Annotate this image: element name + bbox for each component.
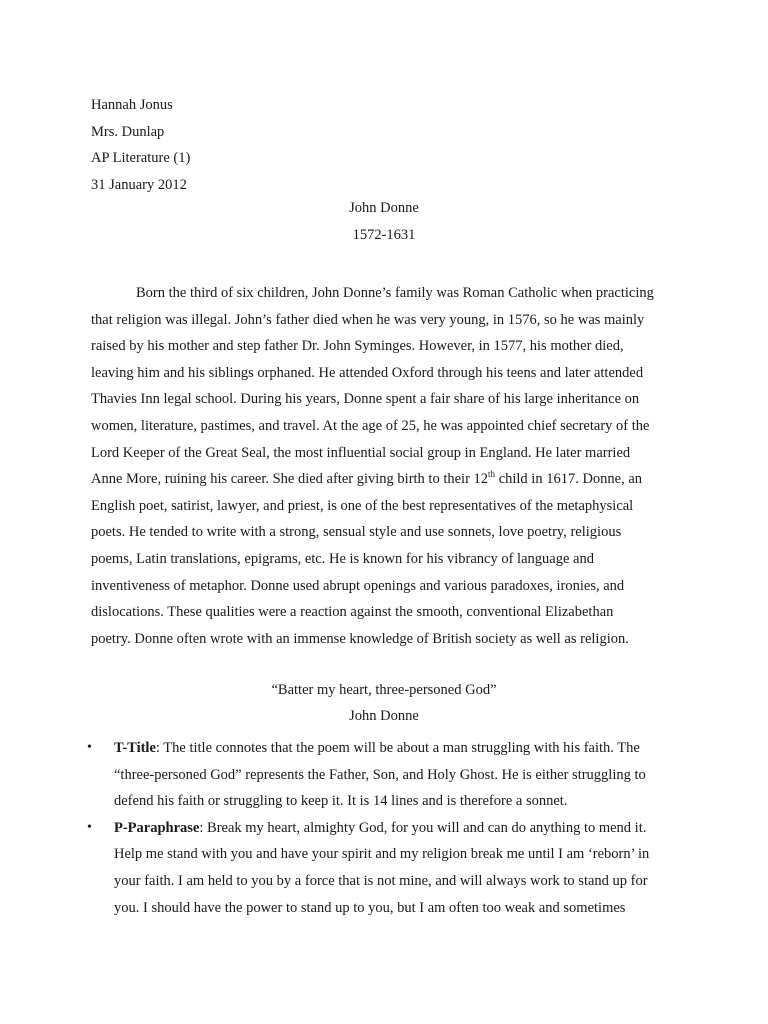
paragraph-line: women, literature, pastimes, and travel. At the age of 25, he was appointed chief secretary of the (91, 417, 650, 434)
line-text: Anne More, ruining his career. She died after giving birth to their 12 (91, 471, 489, 488)
paragraph-line: English poet, satirist, lawyer, and priest, is one of the best representatives of the metaphysical (91, 497, 634, 514)
item-label: T-Title (114, 740, 156, 756)
item-label: P-Paraphrase (114, 819, 200, 836)
list-item-paraphrase (87, 815, 707, 921)
list-item-title (87, 735, 707, 815)
poem-author: John Donne (349, 708, 419, 724)
paragraph-line: raised by his mother and step father Dr. John Syminges. However, in 1577, his mother died, (91, 338, 624, 355)
paragraph-line (91, 466, 691, 493)
document-date: 31 January 2012 (91, 176, 187, 193)
list-item-line (114, 735, 707, 762)
list-item-line: “three-personed God” represents the Father, Son, and Holy Ghost. He is either struggling to (114, 766, 646, 783)
biography-paragraph (91, 280, 691, 652)
header-block (91, 92, 190, 198)
list-item-line: Help me stand with you and have your spirit and my religion break me until I am ‘reborn’ in (114, 846, 650, 863)
analysis-list (87, 735, 707, 921)
list-item-line: defend his faith or struggling to keep it. It is 14 lines and is therefore a sonnet. (114, 793, 568, 810)
list-item-line: your faith. I am held to you by a force that is not mine, and will always work to stand up for (114, 872, 648, 889)
list-item-line: you. I should have the power to stand up to you, but I am often too weak and sometimes (114, 899, 626, 916)
paragraph-line: Thavies Inn legal school. During his years, Donne spent a fair share of his large inheritance on (91, 391, 640, 408)
paragraph-line: poems, Latin translations, epigrams, etc. He is known for his vibrancy of language and (91, 550, 594, 567)
bullet-icon: • (87, 819, 92, 835)
paragraph-line: inventiveness of metaphor. Donne used abrupt openings and various paradoxes, ironies, and (91, 577, 625, 594)
paragraph-line: poetry. Donne often wrote with an immense knowledge of British society as well as religion. (91, 630, 629, 647)
poem-title: “Batter my heart, three-personed God” (271, 682, 497, 698)
item-text: : Break my heart, almighty God, for you will and can do anything to mend it. (199, 819, 647, 836)
document-subtitle-years: 1572-1631 (352, 227, 416, 243)
bullet-icon: • (87, 740, 92, 755)
teacher-name: Mrs. Dunlap (91, 123, 165, 140)
paragraph-line: that religion was illegal. John’s father died when he was very young, in 1576, so he was mainly (91, 311, 645, 328)
document-title: John Donne (349, 200, 419, 216)
paragraph-line: Born the third of six children, John Donne’s family was Roman Catholic when practicing (136, 285, 654, 301)
ordinal-superscript: th (488, 469, 496, 480)
paragraph-line: dislocations. These qualities were a reaction against the smooth, conventional Elizabethan (91, 604, 614, 621)
item-text: : The title connotes that the poem will be about a man struggling with his faith. The (155, 740, 640, 756)
paragraph-line: leaving him and his siblings orphaned. He attended Oxford through his teens and later attended (91, 364, 644, 381)
line-text: child in 1617. Donne, an (495, 471, 643, 488)
paragraph-line: Lord Keeper of the Great Seal, the most influential social group in England. He later married (91, 444, 631, 461)
paragraph-line: poets. He tended to write with a strong, sensual style and use sonnets, love poetry, religious (91, 524, 622, 541)
course-name: AP Literature (1) (91, 150, 191, 167)
list-item-line (114, 815, 707, 842)
author-name: Hannah Jonus (91, 97, 173, 113)
